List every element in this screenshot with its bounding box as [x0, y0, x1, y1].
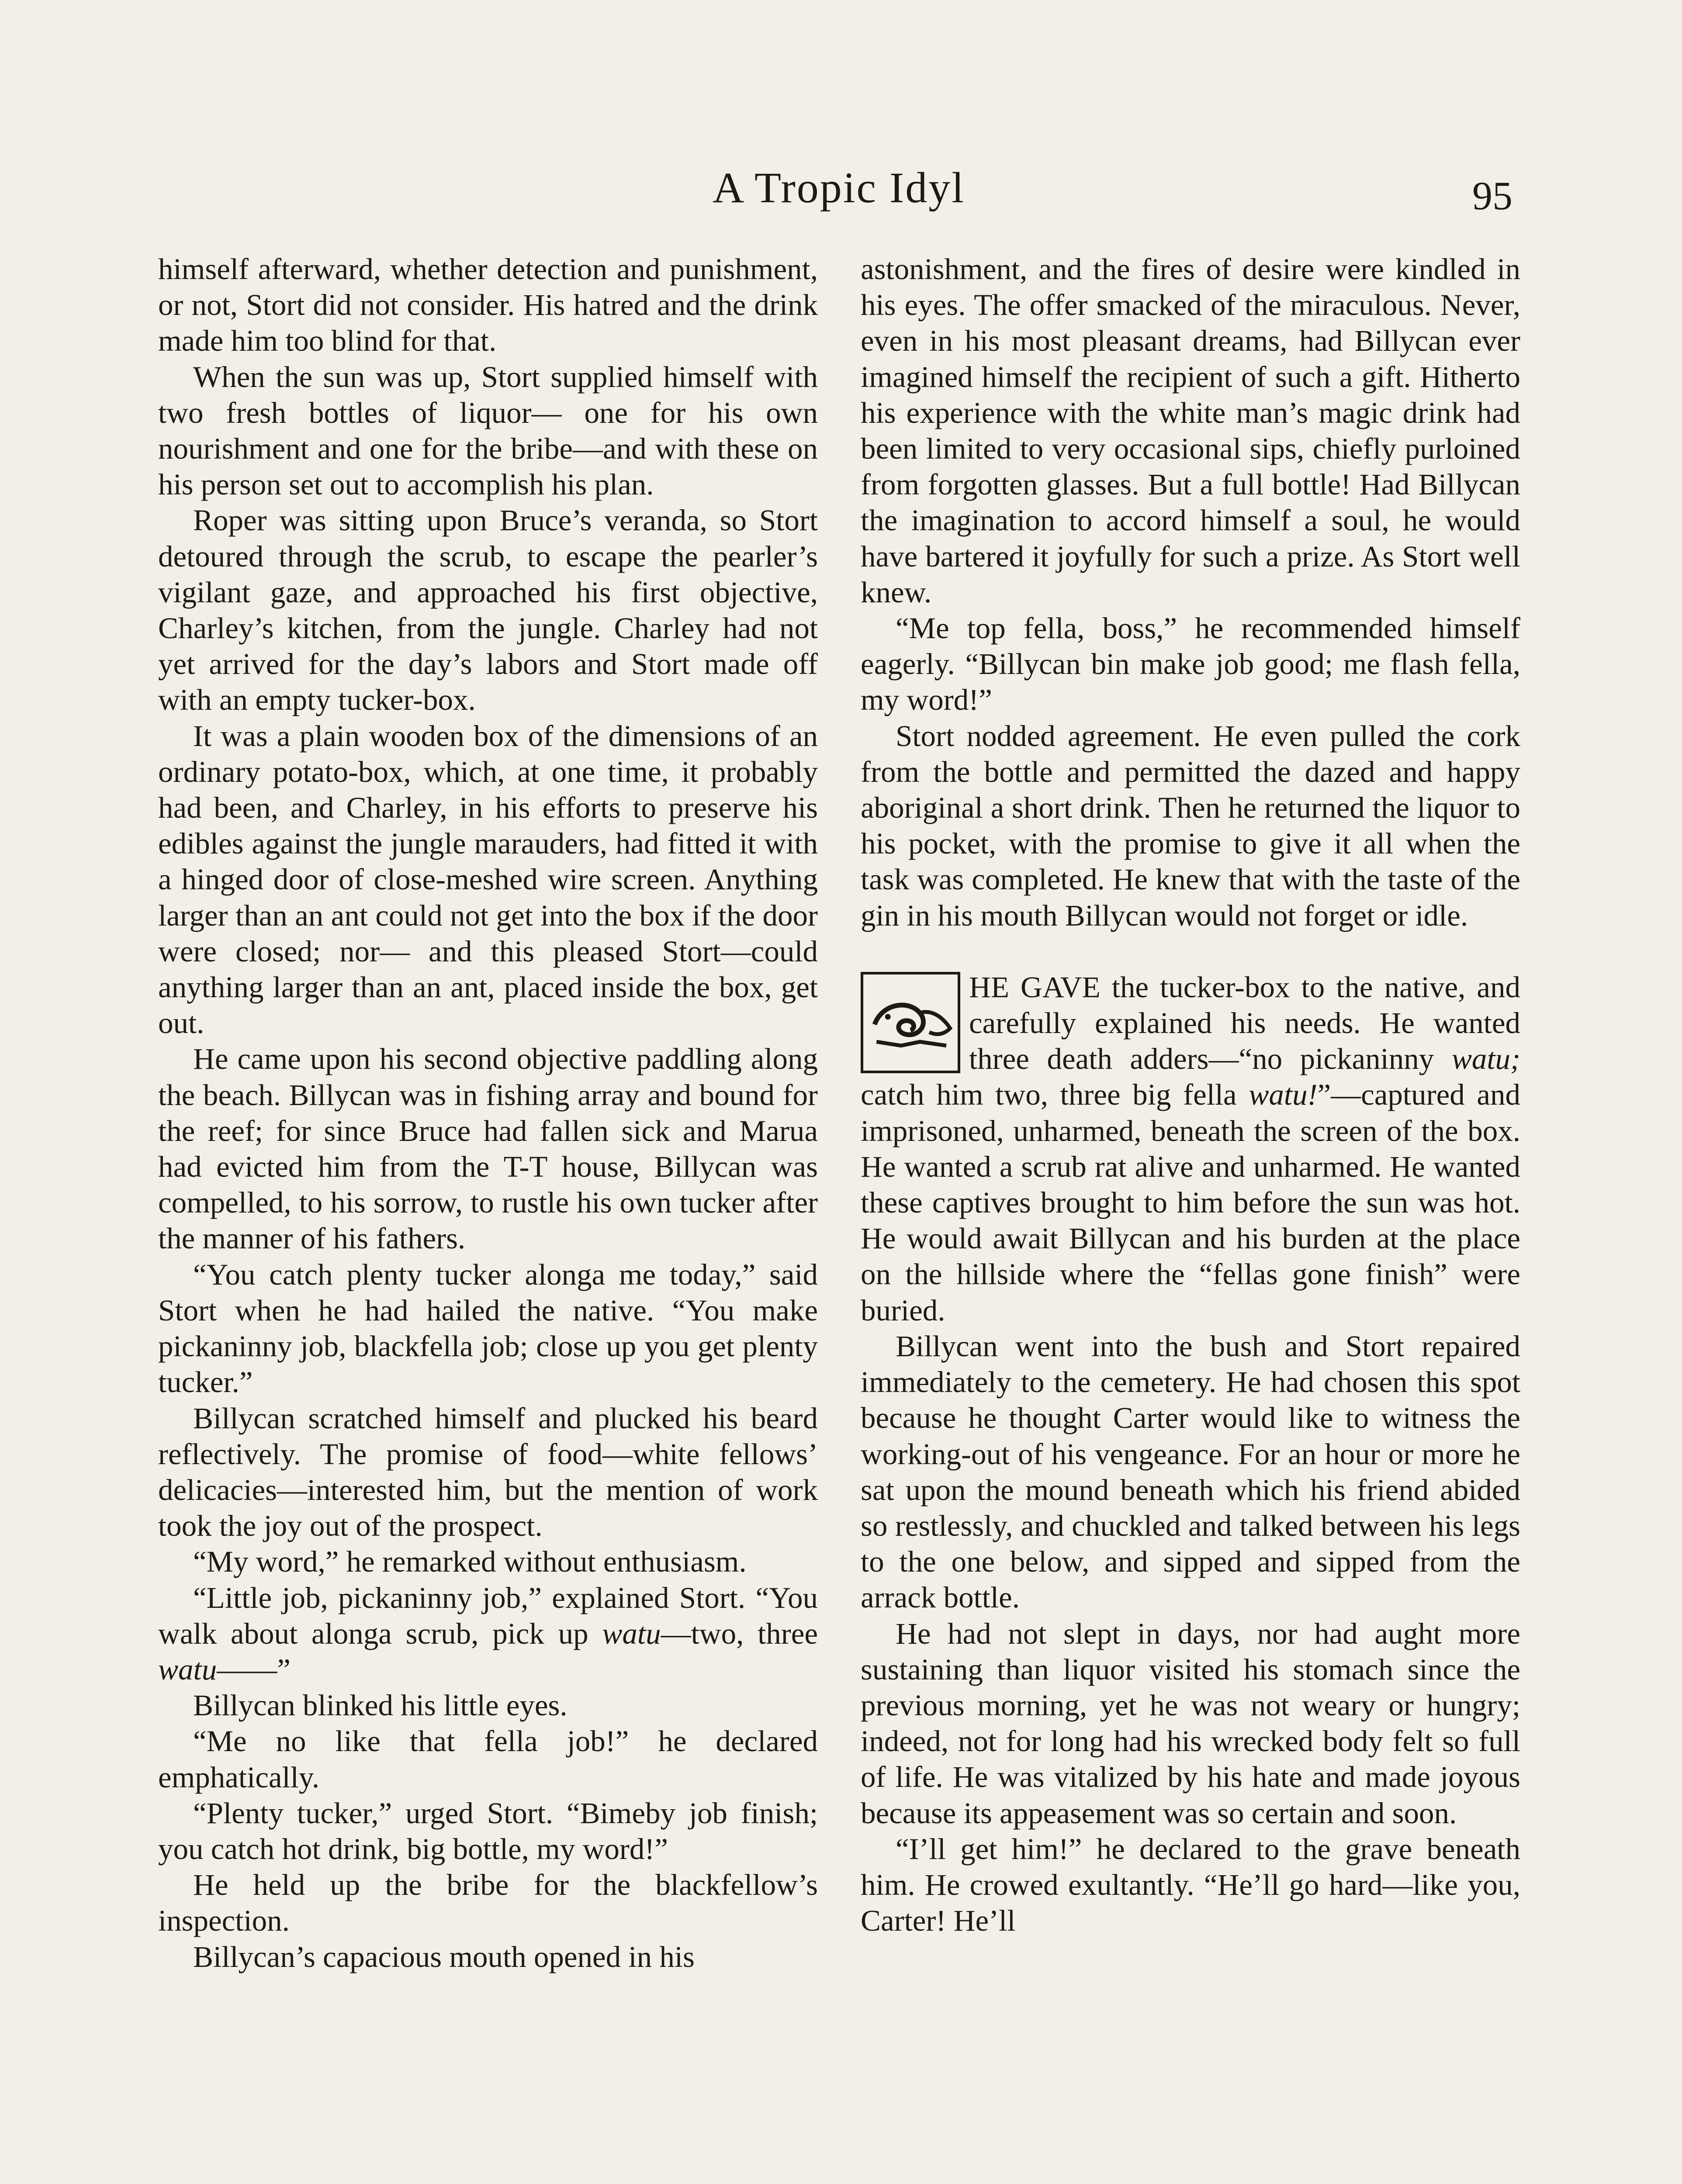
- text-run: ——”: [217, 1652, 291, 1686]
- right-column: [861, 251, 1520, 1939]
- dropcap-paragraph: [861, 969, 1520, 1328]
- text-run: —two, three: [661, 1617, 818, 1650]
- paragraph: It was a plain wooden box of the dimensions of an ordinary potato-box, which, at one time, it probably had been, and Charley, in his efforts to preserve his edibles against the jungle marauders, had fitted it with a hinged door of close-meshed wire screen. Anything larger than an ant could not get into the box if the door were closed; nor— and this pleased Stort—could anything larger than an ant, placed inside the box, get out.: [158, 719, 818, 1040]
- paragraph: Billycan scratched himself and plucked his beard reflectively. The promise of food—white fellows’ delicacies—interested him, but the mention of work took the joy out of the prospect.: [158, 1401, 818, 1543]
- paragraph: Stort nodded agreement. He even pulled the cork from the bottle and permitted the dazed and happy aboriginal a short drink. Then he returned the liquor to his pocket, with the promise to give it all when the task was completed. He knew that with the taste of the gin in his mouth Billycan would not forget or idle.: [861, 719, 1520, 932]
- italic-word: watu: [602, 1617, 661, 1650]
- text-run: “Little job, pickaninny job,” explained Stort. “You walk about alonga scrub, pick up: [158, 1581, 818, 1650]
- paragraph: He held up the bribe for the blackfellow’s inspection.: [158, 1868, 818, 1938]
- paragraph: “I’ll get him!” he declared to the grave beneath him. He crowed exultantly. “He’ll go hard—like you, Carter! He’ll: [861, 1832, 1520, 1938]
- paragraph: [158, 1580, 818, 1688]
- page-number: 95: [1472, 173, 1512, 218]
- paragraph: astonishment, and the fires of desire were kindled in his eyes. The offer smacked of the miraculous. Never, even in his most pleasant dreams, had Billycan ever imagined himself the recipient of such a gift. Hitherto his experience with the white man’s magic drink had been limited to very occasional sips, chiefly purloined from forgotten glasses. But a full bottle! Had Billycan the imagination to accord himself a soul, he would have bartered it joyfully for such a prize. As Stort well knew.: [861, 252, 1520, 609]
- dropcap-serpent-icon: [861, 972, 960, 1073]
- paragraph: “Plenty tucker,” urged Stort. “Bimeby job finish; you catch hot drink, big bottle, my word!”: [158, 1796, 818, 1866]
- paragraph: Billycan’s capacious mouth opened in his: [193, 1940, 695, 1973]
- paragraph: He came upon his second objective paddling along the beach. Billycan was in fishing array and bound for the reef; for since Bruce had fallen sick and Marua had evicted him from the T-T house, Billycan was compelled, to his sorrow, to rustle his own tucker after the manner of his fathers.: [158, 1042, 818, 1255]
- left-column: [158, 251, 818, 1975]
- paragraph: “You catch plenty tucker alonga me today,” said Stort when he had hailed the native. “You make pickaninny job, blackfella job; close up you get plenty tucker.”: [158, 1258, 818, 1399]
- text-run: HE GAVE the tucker-box to the native, and carefully explained his needs. He wanted three death adders—“no pickaninny: [969, 970, 1520, 1076]
- text-run: ”—captured and imprisoned, unharmed, beneath the screen of the box. He wanted a scrub rat alive and unharmed. He wanted these captives brought to him before the sun was hot. He would await Billycan and his burden at the place on the hillside where the “fellas gone finish” were buried.: [861, 1078, 1521, 1327]
- text-run: catch him two, three big fella: [861, 1078, 1249, 1112]
- running-title: A Tropic Idyl: [712, 163, 965, 212]
- paragraph: “My word,” he remarked without enthusiasm.: [193, 1545, 747, 1579]
- paragraph: He had not slept in days, nor had aught more sustaining than liquor visited his stomach since the previous morning, yet he was not weary or hungry; indeed, not for long had his wrecked body felt so full of life. He was vitalized by his hate and made joyous because its appeasement was so certain and soon.: [861, 1617, 1520, 1830]
- paragraph: Roper was sitting upon Bruce’s veranda, so Stort detoured through the scrub, to escape the pearler’s vigilant gaze, and approached his first objective, Charley’s kitchen, from the jungle. Charley had not yet arrived for the day’s labors and Stort made off with an empty tucker-box.: [158, 504, 818, 717]
- paragraph: “Me top fella, boss,” he recommended himself eagerly. “Billycan bin make job good; me flash fella, my word!”: [861, 612, 1520, 717]
- paragraph: himself afterward, whether detection and punishment, or not, Stort did not consider. His hatred and the drink made him too blind for that.: [158, 252, 818, 358]
- italic-word: watu!: [1249, 1078, 1318, 1112]
- italic-word: watu;: [1451, 1042, 1520, 1076]
- paragraph: “Me no like that fella job!” he declared emphatically.: [158, 1724, 818, 1794]
- paragraph: Billycan went into the bush and Stort repaired immediately to the cemetery. He had chosen this spot because he thought Carter would like to witness the working-out of his vengeance. For an hour or more he sat upon the mound beneath which his friend abided so restlessly, and chuckled and talked between his legs to the one below, and sipped and sipped from the arrack bottle.: [861, 1329, 1520, 1614]
- paragraph: Billycan blinked his little eyes.: [193, 1689, 568, 1722]
- italic-word: watu: [158, 1652, 217, 1686]
- paragraph: When the sun was up, Stort supplied himself with two fresh bottles of liquor— one for his own nourishment and one for the bribe—and with these on his person set out to accomplish his plan.: [158, 360, 818, 501]
